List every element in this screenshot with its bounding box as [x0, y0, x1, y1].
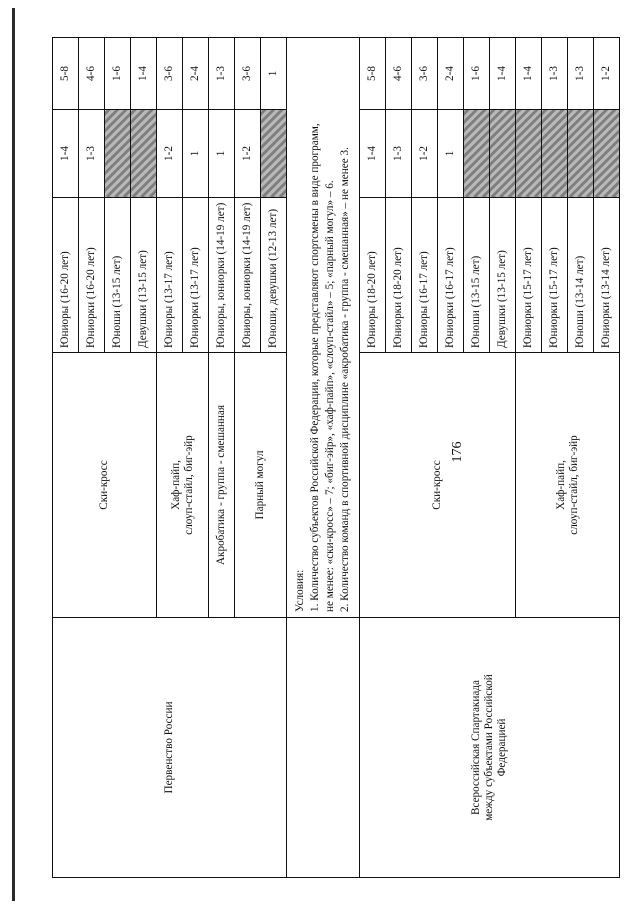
results-table — [52, 37, 620, 878]
age-group-cell: Юниорки (13-14 лет) — [594, 198, 620, 353]
age-group-cell: Юниоры (13-17 лет) — [157, 198, 183, 353]
age-group-cell: Девушки (13-15 лет) — [490, 198, 516, 353]
age-group-cell: Юноши, девушки (12-13 лет) — [261, 198, 287, 353]
places-cell: 1 — [183, 110, 209, 198]
rotated-page-content — [52, 38, 612, 878]
event-name-cell: Первенство России — [53, 618, 287, 878]
conditions-spacer-cell — [287, 618, 360, 878]
places-cell — [490, 110, 516, 198]
places-cell: 1 — [209, 110, 235, 198]
discipline-cell-line: слоуп-стайл, биг-эйр — [182, 435, 195, 535]
places-cell — [105, 110, 131, 198]
places-cell — [594, 110, 620, 198]
range-cell: 1-3 — [568, 38, 594, 110]
places-cell — [568, 110, 594, 198]
age-group-cell: Юниоры (18-20 лет) — [360, 198, 386, 353]
range-cell: 4-6 — [386, 38, 412, 110]
conditions-item: 2. Количество команд в спортивной дисциплине «акробатика - группа - смешанная» – не менее 3. — [339, 147, 351, 612]
range-cell: 1 — [261, 38, 287, 110]
range-cell: 1-2 — [594, 38, 620, 110]
places-cell: 1-3 — [79, 110, 105, 198]
age-group-cell: Юноши (13-15 лет) — [105, 198, 131, 353]
age-group-cell: Юниорки (13-17 лет) — [183, 198, 209, 353]
table-row — [360, 38, 386, 878]
range-cell: 1-4 — [516, 38, 542, 110]
age-group-cell: Юниорки (18-20 лет) — [386, 198, 412, 353]
age-group-cell: Юноши (13-14 лет) — [568, 198, 594, 353]
results-table-body — [53, 38, 620, 878]
conditions-title: Условия: — [294, 569, 306, 612]
discipline-cell-line: слоуп-стайл, биг-эйр — [567, 435, 580, 535]
age-group-cell: Юниорки (15-17 лет) — [516, 198, 542, 353]
range-cell: 3-6 — [412, 38, 438, 110]
age-group-cell: Юниоры, юниорки (14-19 лет) — [235, 198, 261, 353]
event-name-cell-line: между субъектами Российской — [483, 674, 495, 821]
discipline-cell: Ски-кросс — [360, 353, 516, 618]
age-group-cell: Юниорки (16-20 лет) — [79, 198, 105, 353]
discipline-cell: Парный могул — [235, 353, 287, 618]
age-group-cell: Юноши (13-15 лет) — [464, 198, 490, 353]
range-cell: 5-8 — [360, 38, 386, 110]
discipline-cell-line: Хаф-пайп, — [554, 460, 567, 510]
range-cell: 1-6 — [464, 38, 490, 110]
event-name-cell-line: Всероссийская Спартакиада — [470, 680, 482, 815]
conditions-item: не менее: «ски-кросс» – 7; «биг-эйр», «хаф-пайп», «слоуп-стайл» – 5; «парный могул» – 6. — [324, 180, 336, 612]
age-group-cell: Юниоры (16-20 лет) — [53, 198, 79, 353]
places-cell: 1-2 — [412, 110, 438, 198]
range-cell: 1-3 — [209, 38, 235, 110]
places-cell: 1-2 — [157, 110, 183, 198]
age-group-cell: Девушки (13-15 лет) — [131, 198, 157, 353]
places-cell — [464, 110, 490, 198]
page-number: 176 — [450, 441, 465, 463]
discipline-cell-line: Хаф-пайп, — [169, 460, 182, 510]
range-cell: 1-3 — [542, 38, 568, 110]
range-cell: 2-4 — [438, 38, 464, 110]
discipline-cell — [516, 353, 620, 618]
range-cell: 1-4 — [490, 38, 516, 110]
age-group-cell: Юниорки (15-17 лет) — [542, 198, 568, 353]
places-cell — [261, 110, 287, 198]
age-group-cell: Юниорки (16-17 лет) — [438, 198, 464, 353]
event-name-cell — [360, 618, 620, 878]
range-cell: 2-4 — [183, 38, 209, 110]
places-cell: 1-4 — [53, 110, 79, 198]
places-cell: 1 — [438, 110, 464, 198]
scan-border-line — [12, 8, 15, 901]
table-row — [53, 38, 79, 878]
age-group-cell: Юниоры (16-17 лет) — [412, 198, 438, 353]
conditions-item: 1. Количество субъектов Российской Федерации, которые представляют спортсмены в виде программ, — [309, 123, 321, 612]
conditions-row — [287, 38, 360, 878]
discipline-cell: Ски-кросс — [53, 353, 157, 618]
conditions-cell — [287, 38, 360, 618]
discipline-cell — [157, 353, 209, 618]
range-cell: 1-4 — [131, 38, 157, 110]
places-cell: 1-3 — [386, 110, 412, 198]
range-cell: 5-8 — [53, 38, 79, 110]
discipline-cell: Акробатика - группа - смешанная — [209, 353, 235, 618]
range-cell: 4-6 — [79, 38, 105, 110]
places-cell — [516, 110, 542, 198]
places-cell: 1-2 — [235, 110, 261, 198]
age-group-cell: Юниоры, юниорки (14-19 лет) — [209, 198, 235, 353]
range-cell: 3-6 — [235, 38, 261, 110]
places-cell: 1-4 — [360, 110, 386, 198]
event-name-cell-line: Федерацией — [496, 718, 508, 777]
places-cell — [542, 110, 568, 198]
range-cell: 1-6 — [105, 38, 131, 110]
range-cell: 3-6 — [157, 38, 183, 110]
places-cell — [131, 110, 157, 198]
